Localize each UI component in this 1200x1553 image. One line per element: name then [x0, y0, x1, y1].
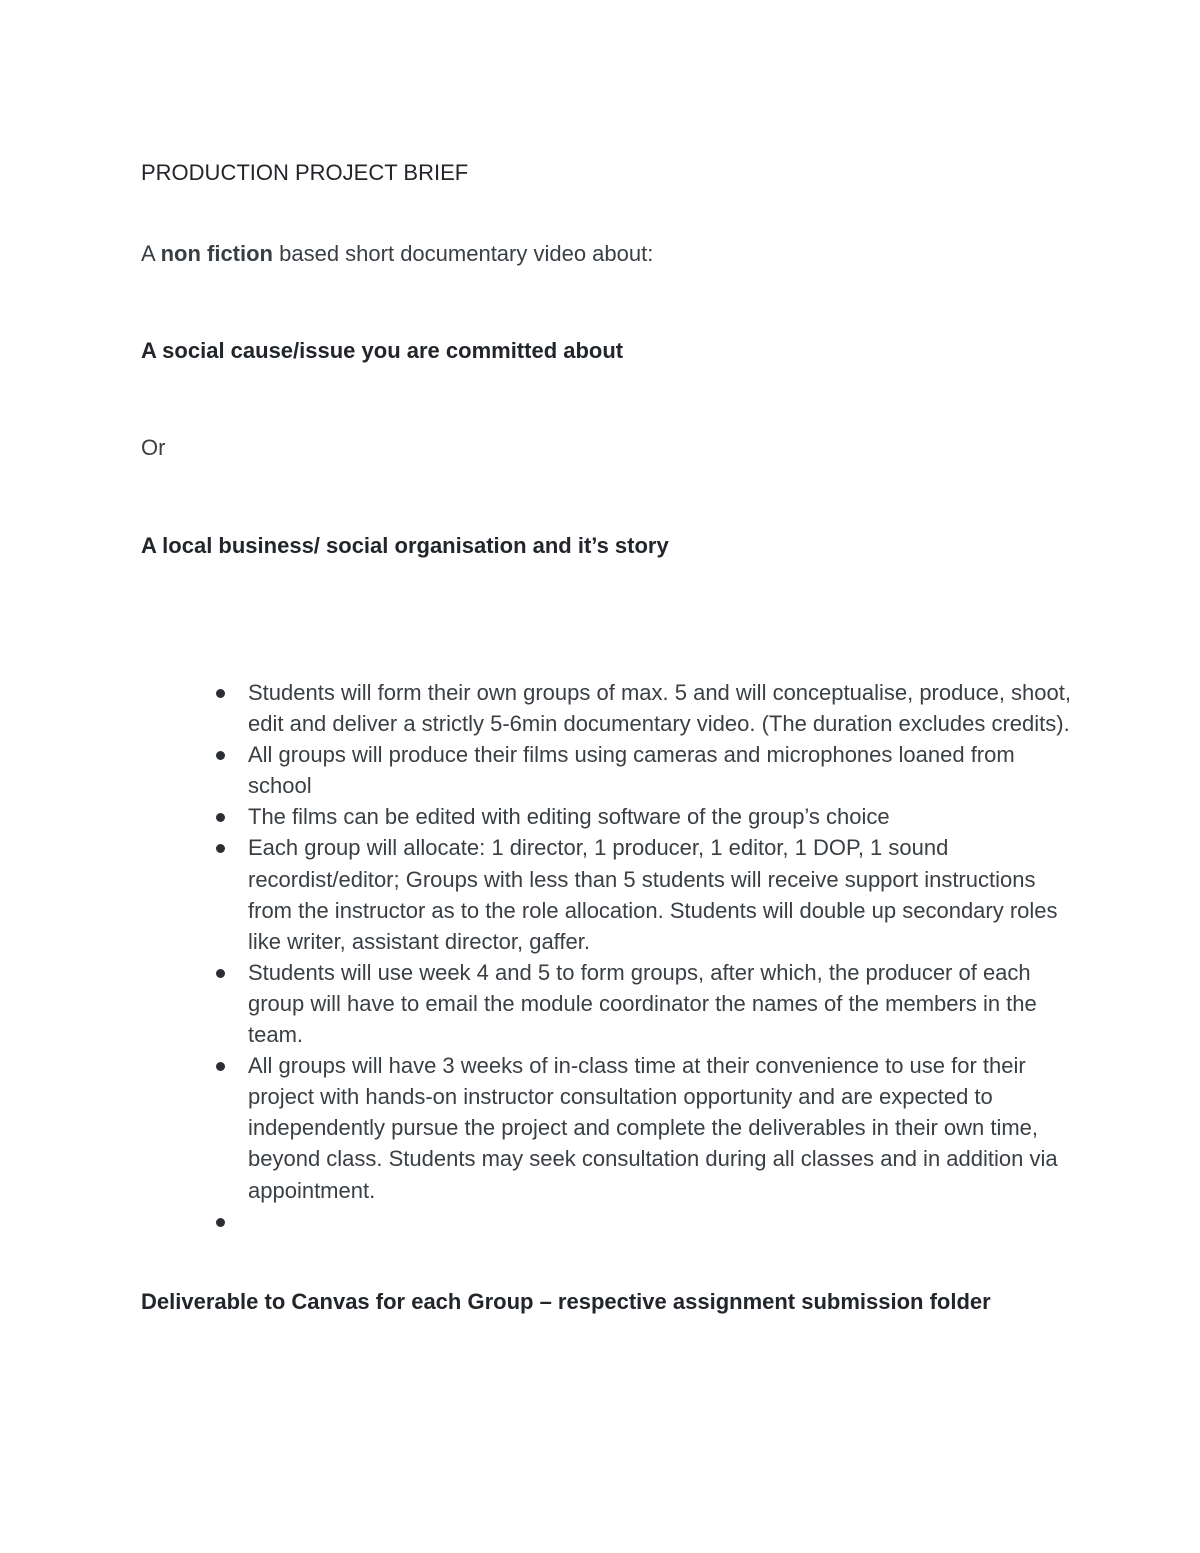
list-item-text: All groups will produce their films using cameras and microphones loaned from school — [248, 742, 1015, 799]
list-item-text: The films can be edited with editing software of the group’s choice — [248, 804, 890, 830]
deliverable-heading: Deliverable to Canvas for each Group – respective assignment submission folder — [141, 1289, 991, 1314]
bullet-icon — [216, 751, 225, 760]
topic-option-local-business: A local business/ social organisation and it’s story — [141, 533, 669, 558]
or-separator: Or — [141, 435, 166, 460]
bullet-icon — [216, 969, 225, 978]
intro-suffix: based short documentary video about: — [273, 241, 654, 266]
list-item-text: All groups will have 3 weeks of in-class time at their convenience to use for their project with hands-on instructor consultation opportunity and are expected to independently pursue the project and complete the deliverables in their own time, beyond class. Students may seek consultation during all classes and in addition via appointment. — [248, 1053, 1058, 1203]
list-item-text: Students will form their own groups of max. 5 and will conceptualise, produce, shoot, edit and deliver a strictly 5-6min documentary video. (The duration excludes credits). — [248, 680, 1071, 737]
bullet-icon — [216, 844, 225, 853]
list-item — [212, 677, 1072, 739]
list-item — [212, 832, 1072, 956]
list-item — [212, 739, 1072, 801]
bullet-icon — [216, 1062, 225, 1071]
intro-prefix: A — [141, 241, 161, 266]
intro-paragraph — [141, 238, 653, 269]
list-item — [212, 957, 1072, 1050]
list-item — [212, 801, 1072, 832]
list-item-empty — [212, 1206, 1072, 1237]
bullet-icon — [216, 1218, 225, 1227]
list-item — [212, 1050, 1072, 1205]
requirements-list — [212, 677, 1072, 1237]
intro-emphasis: non fiction — [160, 241, 273, 266]
list-item-text: Each group will allocate: 1 director, 1 producer, 1 editor, 1 DOP, 1 sound recordist/editor; Groups with less than 5 students will receive support instructions from the instructor as to the role allocation. Students will double up secondary roles like writer, assistant director, gaffer. — [248, 835, 1058, 954]
bullet-icon — [216, 689, 225, 698]
list-item-text: Students will use week 4 and 5 to form groups, after which, the producer of each group will have to email the module coordinator the names of the members in the team. — [248, 959, 1037, 1048]
page-title: PRODUCTION PROJECT BRIEF — [141, 160, 469, 185]
topic-option-social-cause: A social cause/issue you are committed about — [141, 338, 624, 363]
bullet-icon — [216, 813, 225, 822]
